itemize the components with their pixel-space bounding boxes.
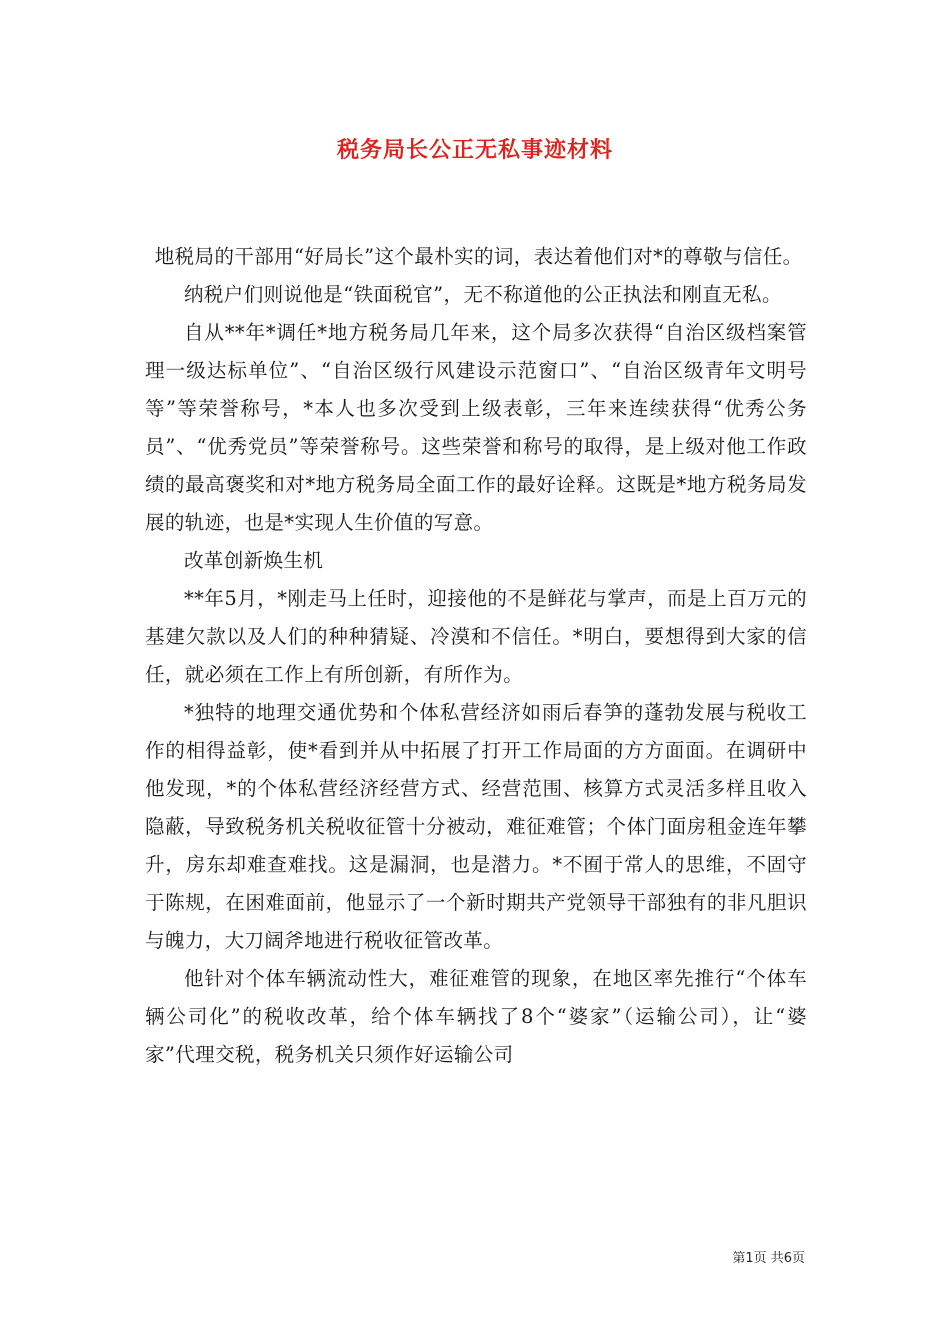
paragraph-3: 自从**年*调任*地方税务局几年来，这个局多次获得“自治区级档案管理一级达标单位”、“自治区级行风建设示范窗口”、“自治区级青年文明号等”等荣誉称号，*本人也多次受到上级表彰，三年来连续获得“优秀公务员”、“优秀党员”等荣誉称号。这些荣誉和称号的取得，是上级对他工作政绩的最高褒奖和对*地方税务局全面工作的最好诠释。这既是*地方税务局发展的轨迹，也是*实现人生价值的写意。 <box>145 321 807 534</box>
document-body <box>145 238 807 1074</box>
paragraph-1: 地税局的干部用“好局长”这个最朴实的词，表达着他们对*的尊敬与信任。 <box>154 245 803 268</box>
document-title: 税务局长公正无私事迹材料 <box>336 137 613 163</box>
paragraph-2: 纳税户们则说他是“铁面税官”，无不称道他的公正执法和刚直无私。 <box>184 283 782 306</box>
section-heading: 改革创新焕生机 <box>184 549 324 572</box>
paragraph-4: **年5月，*刚走马上任时，迎接他的不是鲜花与掌声，而是上百万元的基建欠款以及人们的种种猜疑、冷漠和不信任。*明白，要想得到大家的信任，就必须在工作上有所创新，有所作为。 <box>145 587 807 686</box>
paragraph-6: 他针对个体车辆流动性大，难征难管的现象，在地区率先推行“个体车辆公司化”的税收改革，给个体车辆找了8个“婆家”（运输公司），让“婆家”代理交税，税务机关只须作好运输公司 <box>145 967 807 1066</box>
page-number: 第1页 共6页 <box>732 1251 805 1266</box>
paragraph-5: *独特的地理交通优势和个体私营经济如雨后春笋的蓬勃发展与税收工作的相得益彰，使*看到并从中拓展了打开工作局面的方方面面。在调研中他发现，*的个体私营经济经营方式、经营范围、核算方式灵活多样且收入隐蔽，导致税务机关税收征管十分被动，难征难管；个体门面房租金连年攀升，房东却难查难找。这是漏洞，也是潜力。*不囿于常人的思维，不固守于陈规，在困难面前，他显示了一个新时期共产党领导干部独有的非凡胆识与魄力，大刀阔斧地进行税收征管改革。 <box>145 701 807 952</box>
